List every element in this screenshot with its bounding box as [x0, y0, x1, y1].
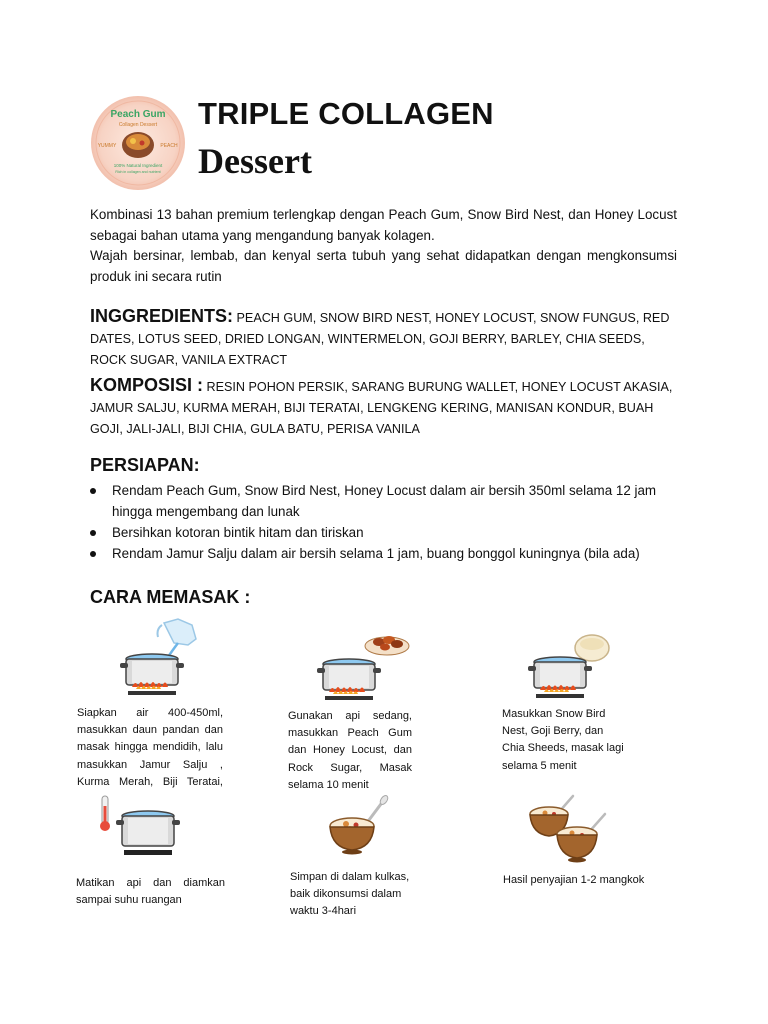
caption-line: Hasil penyajian 1-2 mangkok	[503, 874, 645, 886]
intro-paragraph-2: Wajah bersinar, lembab, dan kenyal serta tubuh yang sehat didapatkan dengan mengkonsumsi produk ini secara rutin	[90, 248, 677, 284]
intro-text	[90, 205, 677, 287]
caption-line: waktu 3-4hari	[290, 905, 357, 918]
caption-line: masukkan daun pandan dan	[77, 724, 223, 737]
dessert-bowl-icon	[326, 794, 390, 856]
persiapan-list	[90, 480, 690, 564]
boiling-pot-with-water-pitcher-icon	[118, 615, 200, 699]
cooking-step-6-caption	[503, 872, 663, 889]
cara-memasak-heading: CARA MEMASAK :	[90, 587, 251, 607]
list-item	[90, 543, 690, 564]
komposisi-section	[90, 375, 680, 440]
list-item	[90, 480, 690, 522]
boiling-pot-with-dates-icon	[315, 628, 411, 704]
peach-gum-logo	[90, 95, 186, 191]
caption-line: Gunakan api sedang,	[288, 710, 412, 722]
logo-text-claim2: Rich in collagen and nutrient	[115, 170, 161, 174]
persiapan-heading: PERSIAPAN:	[90, 455, 200, 475]
list-item-text: Rendam Jamur Salju dalam air bersih selama 1 jam, buang bonggol kuningnya (bila ada)	[112, 546, 640, 561]
pot-with-thermometer-icon	[98, 794, 182, 860]
caption-line: dan Honey Locust, dan	[288, 744, 412, 757]
two-dessert-bowls-icon	[527, 794, 609, 864]
cooking-step-3-caption	[502, 706, 632, 775]
list-item-text: Rendam Peach Gum, Snow Bird Nest, Honey Locust dalam air bersih 350ml selama 12 jam hingga mengembang dan lunak	[112, 483, 657, 519]
caption-line: Simpan di dalam kulkas,	[290, 871, 410, 883]
bullet-icon	[90, 530, 96, 536]
logo-text-claim: 100% Natural Ingredient	[113, 163, 163, 168]
caption-line: Masukkan Snow Bird	[502, 708, 606, 720]
caption-line: selama 10 menit	[288, 778, 369, 791]
caption-line: selama 5 menit	[502, 759, 577, 772]
ingredients-section	[90, 306, 680, 371]
bullet-icon	[90, 551, 96, 557]
cooking-step-4-caption	[76, 875, 225, 909]
caption-line: masukkan Peach Gum	[288, 727, 412, 740]
intro-paragraph-1: Kombinasi 13 bahan premium terlengkap dengan Peach Gum, Snow Bird Nest, dan Honey Locust sebagai bahan utama yang mengandung banyak kolagen.	[90, 207, 677, 243]
caption-line: Nest, Goji Berry, dan	[502, 725, 604, 738]
logo-text-left: YUMMY	[97, 143, 117, 149]
title-line2: Dessert	[198, 141, 312, 181]
komposisi-heading: KOMPOSISI :	[90, 375, 204, 395]
logo-text-right: PEACH	[160, 143, 178, 149]
caption-line: masukkan Jamur Salju ,	[77, 758, 223, 771]
logo-text-brand: Peach Gum	[110, 109, 166, 120]
bullet-icon	[90, 488, 96, 494]
caption-line: Kurma Merah, Biji Teratai,	[77, 775, 223, 788]
cooking-step-5-caption	[290, 869, 414, 921]
caption-line: sampai suhu ruangan	[76, 894, 182, 907]
caption-line: Chia Sheeds, masak lagi	[502, 742, 624, 755]
cooking-step-1-caption	[77, 705, 223, 791]
caption-line: Matikan api dan diamkan	[76, 877, 225, 889]
caption-line: Siapkan air 400-450ml,	[77, 707, 223, 719]
logo-text-sub: Collagen Dessert	[118, 122, 158, 128]
cooking-step-2-caption	[288, 708, 412, 794]
caption-line: masak hingga mendidih, lalu	[77, 741, 223, 754]
caption-line: baik dikonsumsi dalam	[290, 888, 402, 901]
komposisi-list: RESIN POHON PERSIK, SARANG BURUNG WALLET, HONEY LOCUST AKASIA, JAMUR SALJU, KURMA MERAH, BIJI TERATAI, LENGKENG KERING, MANISAN KONDUR, BUAH GOJI, JALI-JALI, BIJI CHIA, GULA BATU, PERISA VANILA	[90, 380, 673, 436]
list-item-text: Bersihkan kotoran bintik hitam dan tiriskan	[112, 525, 364, 540]
list-item	[90, 522, 690, 543]
boiling-pot-with-bowl-icon	[526, 630, 612, 702]
ingredients-list: PEACH GUM, SNOW BIRD NEST, HONEY LOCUST, SNOW FUNGUS, RED DATES, LOTUS SEED, DRIED LONGAN, WINTERMELON, GOJI BERRY, BARLEY, CHIA SEEDS, ROCK SUGAR, VANILA EXTRACT	[90, 311, 670, 367]
ingredients-heading: INGGREDIENTS:	[90, 306, 234, 326]
caption-line: Rock Sugar, Masak	[288, 761, 412, 774]
title-line1: TRIPLE COLLAGEN	[198, 96, 494, 131]
